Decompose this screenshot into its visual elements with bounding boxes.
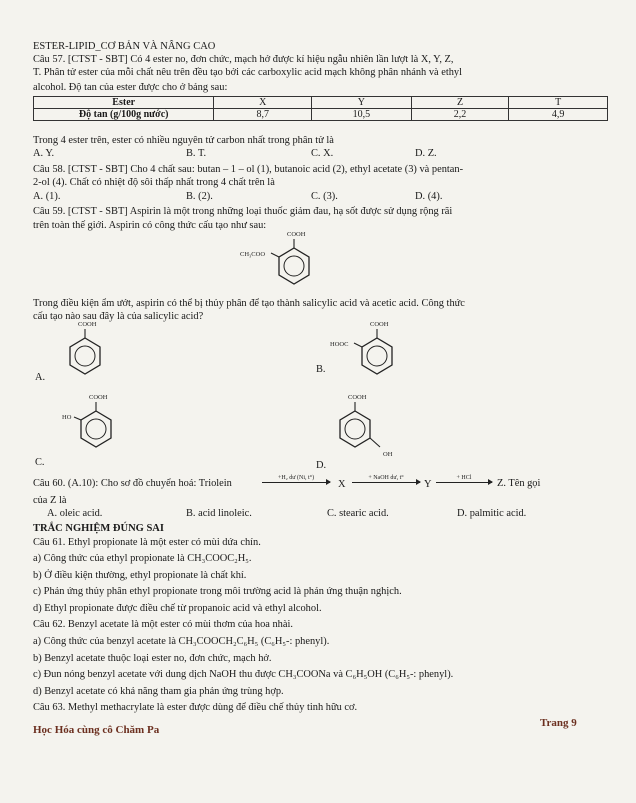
q59-line1: Câu 59. [CTST - SBT] Aspirin là một trong những loại thuốc giảm đau, hạ sốt được sử dụng rộng rãi xyxy=(33,206,453,217)
q58-option-b[interactable]: B. (2). xyxy=(186,191,213,202)
q57-option-b[interactable]: B. T. xyxy=(186,148,207,159)
q57-line3: alcohol. Độ tan của ester được cho ở bảng sau: xyxy=(33,82,228,93)
q57-option-a[interactable]: A. Y. xyxy=(33,148,55,159)
q61-d[interactable]: d) Ethyl propionate được điều chế từ propanoic acid và ethyl alcohol. xyxy=(33,603,322,614)
reaction-arrow-2 xyxy=(352,475,420,483)
table-cell: X xyxy=(214,97,312,109)
q57-option-d[interactable]: D. Z. xyxy=(415,148,437,159)
q60-tail: Z. Tên gọi xyxy=(497,478,541,489)
ho-label: HO xyxy=(62,414,72,421)
aspirin-cooh-label: COOH xyxy=(287,231,306,238)
table-row xyxy=(34,97,608,109)
q57-line2: T. Phân tử ester của mỗi chất nêu trên đều tạo bởi các carboxylic acid mạch không phân nhánh và ethyl xyxy=(33,67,463,78)
q60-y: Y xyxy=(424,479,432,490)
q59-line3: Trong điều kiện ẩm ướt, aspirin có thể bị thủy phân để tạo thành salicylic acid và acetic acid. Công thức xyxy=(33,298,465,309)
table-cell: 10,5 xyxy=(312,109,412,121)
oh-label: OH xyxy=(383,451,393,458)
q58-option-d[interactable]: D. (4). xyxy=(415,191,443,202)
q59-option-b-structure[interactable] xyxy=(322,318,402,384)
q58-line2: 2-ol (4). Chất có nhiệt độ sôi thấp nhất trong 4 chất trên là xyxy=(33,177,275,188)
cooh-label: COOH xyxy=(78,321,97,328)
q62-line1: Câu 62. Benzyl acetate là một ester có mùi thơm của hoa nhài. xyxy=(33,619,293,630)
section-title: TRẮC NGHIỆM ĐÚNG SAI xyxy=(33,523,164,534)
q60-option-d[interactable]: D. palmitic acid. xyxy=(457,508,527,519)
aspirin-ester-label: CH₃COO xyxy=(240,251,266,258)
q62-d[interactable]: d) Benzyl acetate có khả năng tham gia phản ứng trùng hợp. xyxy=(33,686,284,697)
table-cell: T xyxy=(509,97,608,109)
q57-option-c[interactable]: C. X. xyxy=(311,148,334,159)
table-cell: 8,7 xyxy=(214,109,312,121)
q59-line2: trên toàn thế giới. Aspirin có công thức cấu tạo như sau: xyxy=(33,220,267,231)
table-cell: 2,2 xyxy=(411,109,509,121)
q60-option-c[interactable]: C. stearic acid. xyxy=(327,508,389,519)
q62-c[interactable]: c) Đun nóng benzyl acetate với dung dịch NaOH thu được CH₃COONa và C₆H₅OH (C₆H₅-: phenyl). xyxy=(33,669,454,680)
q59-option-a[interactable]: A. xyxy=(35,372,46,383)
cooh-label: COOH xyxy=(348,394,367,401)
page-number: Trang 9 xyxy=(540,717,577,729)
q60-line2: của Z là xyxy=(33,495,67,506)
reaction-arrow-3 xyxy=(436,475,492,483)
arrow3-label: + HCl xyxy=(456,475,472,481)
table-cell: Y xyxy=(312,97,412,109)
q57-line1: Câu 57. [CTST - SBT] Có 4 ester no, đơn chức, mạch hở được kí hiệu ngẫu nhiên lần lượt là X, Y, Z, xyxy=(33,54,454,65)
q60-option-b[interactable]: B. acid linoleic. xyxy=(186,508,252,519)
aspirin-structure xyxy=(240,228,320,294)
q60-x: X xyxy=(338,479,346,490)
q61-c[interactable]: c) Phản ứng thủy phân ethyl propionate trong môi trường acid là phản ứng thuận nghịch. xyxy=(33,586,402,597)
table-cell: Độ tan (g/100g nước) xyxy=(34,109,214,121)
table-cell: Ester xyxy=(34,97,214,109)
q59-option-b[interactable]: B. xyxy=(316,364,326,375)
cooh-label: COOH xyxy=(89,394,108,401)
q62-a[interactable]: a) Công thức của benzyl acetate là CH₃COOCH₂C₆H₅ (C₆H₅-: phenyl). xyxy=(33,636,330,647)
q58-option-a[interactable]: A. (1). xyxy=(33,191,61,202)
q59-option-d[interactable]: D. xyxy=(316,460,327,471)
arrow2-label: + NaOH dư, t° xyxy=(368,475,404,481)
q61-a[interactable]: a) Công thức của ethyl propionate là CH₃COOC₂H₅. xyxy=(33,553,252,564)
q63-line1: Câu 63. Methyl methacrylate là ester được dùng để điều chế thủy tinh hữu cơ. xyxy=(33,702,358,713)
q59-option-d-structure[interactable] xyxy=(330,391,400,461)
q59-option-c[interactable]: C. xyxy=(35,457,45,468)
footer-left: Học Hóa cùng cô Chăm Pa xyxy=(33,724,160,736)
q62-b[interactable]: b) Benzyl acetate thuộc loại ester no, đơn chức, mạch hở. xyxy=(33,653,272,664)
q59-option-a-structure[interactable] xyxy=(60,318,110,384)
hooc-label: HOOC xyxy=(330,341,349,348)
solubility-table xyxy=(33,96,608,121)
q59-line4: cấu tạo nào sau đây là của salicylic acid? xyxy=(33,311,204,322)
document-header: ESTER-LIPID_CƠ BẢN VÀ NÂNG CAO xyxy=(33,41,216,52)
table-cell: Z xyxy=(411,97,509,109)
q59-option-c-structure[interactable] xyxy=(60,391,120,457)
q58-line1: Câu 58. [CTST - SBT] Cho 4 chất sau: butan – 1 – ol (1), butanoic acid (2), ethyl acetate (3) và pentan- xyxy=(33,164,464,175)
arrow1-label: +H₂ dư (Ni, t°) xyxy=(277,475,315,481)
table-cell: 4,9 xyxy=(509,109,608,121)
q57-question: Trong 4 ester trên, ester có nhiều nguyên tử carbon nhất trong phân tử là xyxy=(33,135,334,146)
q60-text: Câu 60. (A.10): Cho sơ đồ chuyển hoá: Triolein xyxy=(33,478,232,489)
table-row xyxy=(34,109,608,121)
q61-b[interactable]: b) Ở điều kiện thường, ethyl propionate là chất khí. xyxy=(33,570,247,581)
q60-option-a[interactable]: A. oleic acid. xyxy=(47,508,103,519)
q61-line1: Câu 61. Ethyl propionate là một ester có mùi dứa chín. xyxy=(33,537,261,548)
reaction-arrow-1 xyxy=(262,475,330,483)
q58-option-c[interactable]: C. (3). xyxy=(311,191,338,202)
cooh-label: COOH xyxy=(370,321,389,328)
